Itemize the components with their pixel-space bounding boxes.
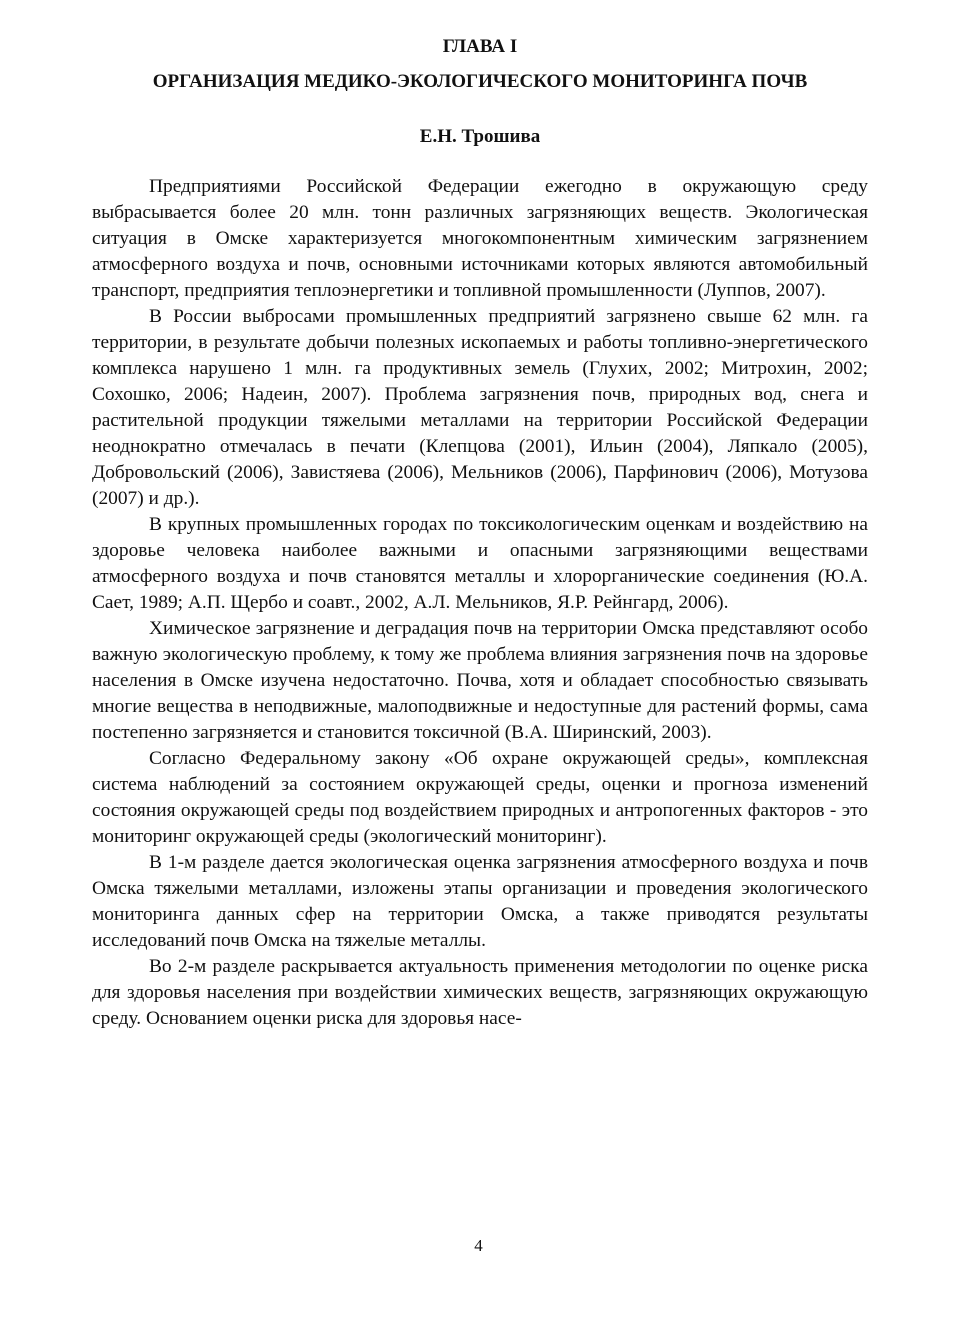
paragraph-1: Предприятиями Российской Федерации ежегодно в окружающую среду выбрасывается более 20 млн. тонн различных загрязняющих веществ. Экологическая ситуация в Омске характеризуется многокомпонентным химическим загрязнением атмосферного воздуха и почв, основными источниками которых являются автомобильный транспорт, предприятия теплоэнергетики и топливной промышленности (Луппов, 2007). [92, 176, 868, 301]
chapter-heading: ГЛАВА I [442, 36, 518, 57]
page-number: 4 [474, 1236, 483, 1255]
paragraph-4: Химическое загрязнение и деградация почв на территории Омска представляют особо важную экологическую проблему, к тому же проблема влияния загрязнения почв на здоровье населения в Омске изучена недостаточно. Почва, хотя и обладает способностью связывать многие вещества в неподвижные, малоподвижные и недоступные для растений формы, сама постепенно загрязняется и становится токсичной (В.А. Ширинский, 2003). [92, 618, 868, 743]
paragraph-5: Согласно Федеральному закону «Об охране окружающей среды», комплексная система наблюдений за состоянием окружающей среды, оценки и прогноза изменений состояния окружающей среды под воздействием природных и антропогенных факторов - это мониторинг окружающей среды (экологический мониторинг). [92, 748, 868, 847]
paragraph-2: В России выбросами промышленных предприятий загрязнено свыше 62 млн. га территории, в результате добычи полезных ископаемых и работы топливно-энергетического комплекса нарушено 1 млн. га продуктивных земель (Глухих, 2002; Митрохин, 2002; Сохошко, 2006; Надеин, 2007). Проблема загрязнения почв, природных вод, снега и растительной продукции тяжелыми металлами на территории Российской Федерации неоднократно отмечалась в печати (Клепцова (2001), Ильин (2004), Ляпкало (2005), Добровольский (2006), Завистяева (2006), Мельников (2006), Парфинович (2006), Мотузова (2007) и др.). [92, 306, 868, 509]
body-text [92, 174, 868, 1032]
document-page [92, 0, 868, 1032]
paragraph-6: В 1-м разделе дается экологическая оценка загрязнения атмосферного воздуха и почв Омска тяжелыми металлами, изложены этапы организации и проведения экологического мониторинга данных сфер на территории Омска, а также приводятся результаты исследований почв Омска на тяжелые металлы. [92, 852, 868, 951]
paragraph-7: Во 2-м разделе раскрывается актуальность применения методологии по оценке риска для здоровья населения при воздействии химических веществ, загрязняющих окружающую среду. Основанием оценки риска для здоровья насе- [92, 956, 868, 1029]
author-name: Е.Н. Трошива [419, 126, 541, 147]
paragraph-3: В крупных промышленных городах по токсикологическим оценкам и воздействию на здоровье человека наиболее важными и опасными загрязняющими веществами атмосферного воздуха и почв становятся металлы и хлорорганические соединения (Ю.А. Сает, 1989; А.П. Щербо и соавт., 2002, А.Л. Мельников, Я.Р. Рейнгард, 2006). [92, 514, 868, 613]
chapter-title: ОРГАНИЗАЦИЯ МЕДИКО-ЭКОЛОГИЧЕСКОГО МОНИТОРИНГА ПОЧВ [152, 71, 808, 92]
